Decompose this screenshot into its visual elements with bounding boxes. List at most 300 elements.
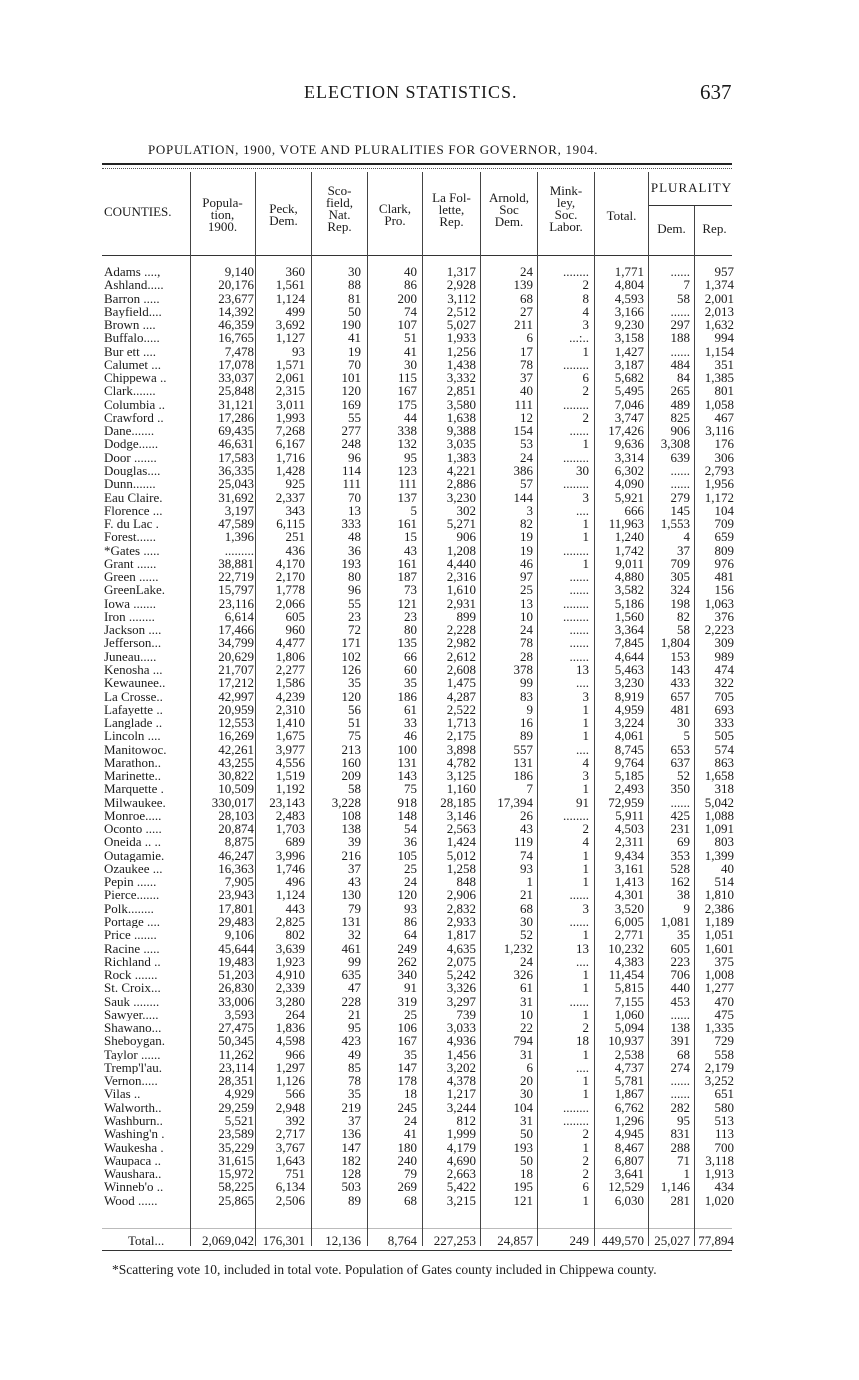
table-row — [0, 650, 859, 663]
county-name: Green ...... — [104, 570, 159, 584]
arnold-cell: 10 — [520, 608, 533, 624]
plurality-dem-cell: 639 — [670, 449, 690, 465]
minkley-cell: 1 — [582, 701, 589, 717]
total-cell: 3,747 — [614, 409, 644, 425]
lafollette-cell: 28,185 — [440, 794, 476, 810]
arnold-cell: 22 — [520, 1020, 533, 1036]
plurality-rep-cell: 333 — [714, 715, 734, 731]
total-cell: 4,959 — [614, 701, 644, 717]
scofield-cell: 39 — [348, 834, 361, 850]
arnold-cell: 186 — [513, 768, 533, 784]
scofield-cell: 50 — [348, 303, 361, 319]
clark-cell: 24 — [404, 874, 417, 890]
scofield-cell: 3,228 — [331, 794, 361, 810]
county-name: Washing'n . — [104, 1127, 165, 1141]
total-cell: 5,781 — [614, 1073, 644, 1089]
peck-cell: 966 — [285, 1046, 305, 1062]
table-row — [0, 504, 859, 517]
plurality-rep-cell: 513 — [714, 1113, 734, 1128]
minkley-cell: 3 — [582, 489, 589, 505]
plurality-dem-cell: 653 — [670, 741, 690, 757]
scofield-cell: 130 — [341, 887, 361, 903]
plurality-dem-cell: ...... — [670, 476, 690, 492]
total-cell: 8,467 — [614, 1139, 644, 1155]
plurality-dem-cell: 7 — [683, 277, 690, 293]
plurality-dem-cell: 138 — [670, 1020, 690, 1036]
minkley-cell: 3 — [582, 768, 589, 784]
plurality-rep-cell: 1,399 — [704, 847, 734, 863]
scofield-cell: 131 — [341, 914, 361, 930]
minkley-cell: 1 — [582, 436, 589, 452]
plurality-dem-cell: 528 — [670, 860, 690, 876]
peck-cell: 3,996 — [275, 847, 305, 863]
arnold-cell: 31 — [520, 1046, 533, 1062]
clark-cell: 36 — [404, 834, 417, 850]
lafollette-cell: 1,638 — [446, 409, 476, 425]
plurality-dem-cell: 58 — [677, 290, 690, 306]
county-name: Jackson .... — [104, 623, 162, 637]
arnold-cell: 1 — [526, 874, 533, 890]
county-name: F. du Lac . — [104, 517, 159, 531]
plurality-rep-cell: 709 — [714, 516, 734, 532]
county-name: La Crosse.. — [104, 689, 163, 703]
table-row — [0, 1087, 859, 1100]
clark-cell: 35 — [404, 1046, 417, 1062]
scofield-cell: 126 — [341, 661, 361, 677]
peck-cell: 7,268 — [275, 423, 305, 439]
minkley-cell: .... — [576, 502, 589, 518]
table-title: POPULATION, 1900, VOTE AND PLURALITIES FOR GOVERNOR, 1904. — [148, 142, 599, 157]
plurality-rep-cell: 1,277 — [704, 980, 734, 996]
minkley-cell: ...... — [569, 423, 589, 439]
plurality-dem-cell: 282 — [670, 1099, 690, 1115]
total-cell: 5,921 — [614, 489, 644, 505]
minkley-cell: 4 — [582, 303, 589, 319]
minkley-cell: .... — [576, 675, 589, 691]
peck-cell: 3,977 — [275, 741, 305, 757]
county-name: Grant ...... — [104, 556, 157, 571]
table-row — [0, 570, 859, 583]
plurality-dem-cell: 297 — [670, 317, 690, 333]
scofield-cell: 49 — [348, 1046, 361, 1062]
table-row — [0, 822, 859, 835]
arnold-cell: 17,394 — [497, 794, 533, 810]
table-row — [0, 544, 859, 557]
lafollette-cell: 2,563 — [446, 821, 476, 837]
scofield-cell: 58 — [348, 781, 361, 797]
county-name: *Gates ..... — [104, 543, 160, 557]
plurality-dem-cell: 1,146 — [660, 1179, 690, 1195]
scofield-cell: 423 — [341, 1033, 361, 1049]
scofield-cell: 41 — [348, 330, 361, 346]
population-cell: 17,286 — [218, 409, 254, 425]
plurality-dem-cell: 353 — [670, 847, 690, 863]
plurality-dem-cell: 425 — [670, 807, 690, 823]
peck-cell: 360 — [285, 264, 305, 279]
arnold-cell: 18 — [520, 1166, 533, 1182]
peck-cell: 689 — [285, 834, 305, 850]
header-line: Clark, — [378, 201, 412, 216]
minkley-cell: 6 — [582, 1179, 589, 1195]
plurality-dem-cell: 1,081 — [660, 914, 690, 930]
arnold-cell: 50 — [520, 1152, 533, 1168]
plurality-rep-cell: 651 — [714, 1086, 734, 1102]
clark-cell: 249 — [397, 940, 417, 956]
arnold-cell: 794 — [513, 1033, 533, 1049]
header-scofield — [312, 185, 367, 233]
total-cell: 1,413 — [614, 874, 644, 890]
arnold-cell: 7 — [526, 781, 533, 797]
plurality-rep-cell: 1,172 — [704, 489, 734, 505]
total-cell: 4,593 — [614, 290, 644, 306]
minkley-cell: 3 — [582, 900, 589, 916]
table-row — [0, 729, 859, 742]
scofield-cell: 461 — [341, 940, 361, 956]
clark-cell: 75 — [404, 781, 417, 797]
scofield-cell: 35 — [348, 675, 361, 691]
peck-cell: 751 — [285, 1166, 305, 1182]
arnold-cell: 119 — [513, 834, 533, 850]
total-cell: 3,158 — [614, 330, 644, 346]
total-cell: 3,582 — [614, 582, 644, 598]
table-row — [0, 451, 859, 464]
header-line: tion, — [210, 207, 235, 222]
plurality-rep-cell: 1,601 — [704, 940, 734, 956]
header-line: Pro. — [384, 213, 406, 228]
total-cell: 4,804 — [614, 277, 644, 293]
arnold-cell: 557 — [513, 741, 533, 757]
clark-cell: 148 — [397, 807, 417, 823]
plurality-dem-cell: 825 — [670, 409, 690, 425]
arnold-cell: 61 — [520, 980, 533, 996]
plurality-dem-cell: 37 — [677, 542, 690, 558]
county-name: Door ....... — [104, 450, 157, 464]
lafollette-cell: 1,456 — [446, 1046, 476, 1062]
county-name: Adams ...., — [104, 265, 161, 279]
plurality-rep-cell: 1,335 — [704, 1020, 734, 1036]
arnold-cell: 74 — [520, 847, 533, 863]
arnold-cell: 12 — [520, 409, 533, 425]
county-name: Pierce....... — [104, 888, 160, 902]
plurality-rep-cell: 2,223 — [704, 622, 734, 638]
county-name: Columbia .. — [104, 397, 166, 411]
clark-cell: 167 — [397, 1033, 417, 1049]
total-cell: 666 — [624, 502, 644, 518]
peck-cell: 1,519 — [275, 768, 305, 784]
scofield-cell: 48 — [348, 529, 361, 545]
scofield-cell: 70 — [348, 489, 361, 505]
arnold-cell: 31 — [520, 993, 533, 1009]
clark-cell: 338 — [397, 423, 417, 439]
minkley-cell: 2 — [582, 383, 589, 399]
county-name: Crawford .. — [104, 410, 164, 425]
minkley-cell: .... — [576, 953, 589, 969]
lafollette-cell: 2,228 — [446, 622, 476, 638]
clark-cell: 147 — [397, 1059, 417, 1075]
arnold-cell: 97 — [520, 569, 533, 585]
lafollette-cell: 302 — [456, 502, 476, 518]
table-row — [0, 1074, 859, 1087]
plurality-rep-cell: 1,189 — [704, 914, 734, 930]
peck-cell: 496 — [285, 874, 305, 890]
plurality-rep-cell: 574 — [714, 741, 734, 757]
header-plurality: PLURALITY — [650, 180, 733, 195]
plurality-dem-cell: 69 — [677, 834, 690, 850]
lafollette-cell: 2,316 — [446, 569, 476, 585]
peck-cell: 2,315 — [275, 383, 305, 399]
clark-cell: 64 — [404, 927, 417, 943]
scofield-cell: 96 — [348, 449, 361, 465]
minkley-cell: 1 — [582, 728, 589, 744]
county-name: Calumet ... — [104, 357, 162, 372]
scofield-cell: 88 — [348, 277, 361, 293]
minkley-cell: 2 — [582, 1166, 589, 1182]
clark-cell: 918 — [397, 794, 417, 810]
population-cell: 15,972 — [218, 1166, 254, 1182]
peck-cell: 2,825 — [275, 914, 305, 930]
minkley-cell: 2 — [582, 1152, 589, 1168]
total-cell: 9,011 — [615, 555, 644, 571]
peck-cell: 6,167 — [275, 436, 305, 452]
scofield-cell: 136 — [341, 1126, 361, 1142]
plurality-rep-cell: 1,154 — [704, 343, 734, 359]
plurality-rep-cell: 863 — [714, 754, 734, 770]
plurality-rep-cell: 3,116 — [705, 423, 734, 439]
plurality-rep-cell: 470 — [714, 993, 734, 1009]
lafollette-cell: 1,438 — [446, 356, 476, 372]
minkley-cell: ........ — [563, 608, 589, 624]
plurality-dem-cell: 709 — [670, 555, 690, 571]
header-plurality-dem: Dem. — [657, 221, 686, 236]
total-cell: 10,937 — [608, 1033, 644, 1049]
county-name: Lafayette .. — [104, 702, 163, 717]
county-name: Ashland..... — [104, 278, 164, 292]
lafollette-cell: 4,378 — [446, 1073, 476, 1089]
county-name: Marquette . — [104, 782, 164, 796]
table-row — [0, 318, 859, 331]
population-cell: 17,801 — [218, 900, 254, 916]
population-cell: 16,765 — [218, 330, 254, 346]
arnold-cell: 326 — [513, 967, 533, 983]
minkley-cell: 1 — [582, 1192, 589, 1208]
minkley-cell: 1 — [582, 980, 589, 996]
header-total: Total. — [606, 208, 637, 223]
scofield-cell: 120 — [341, 688, 361, 704]
plurality-rep-cell: 481 — [714, 569, 734, 585]
scofield-cell: 55 — [348, 409, 361, 425]
population-cell: 36,335 — [218, 462, 254, 478]
minkley-cell: 1 — [582, 1139, 589, 1155]
population-cell: 20,629 — [218, 648, 254, 664]
total-cell: 9,764 — [614, 754, 644, 770]
scofield-cell: 114 — [341, 462, 361, 478]
population-cell: 4,929 — [224, 1086, 254, 1102]
peck-cell: 1,778 — [275, 582, 305, 598]
total-cell: 9,636 — [614, 436, 644, 452]
peck-cell: 1,428 — [275, 462, 305, 478]
plurality-dem-cell: 95 — [677, 1113, 690, 1128]
peck-cell: 1,716 — [275, 449, 305, 465]
county-name: Sawyer..... — [104, 1007, 159, 1022]
scofield-cell: 89 — [348, 1192, 361, 1208]
minkley-cell: 1 — [582, 1046, 589, 1062]
total-cell: 2,311 — [615, 834, 644, 850]
peck-cell: 1,127 — [275, 330, 305, 346]
scofield-cell: 85 — [348, 1059, 361, 1075]
header-minkley — [538, 185, 594, 233]
plurality-rep-cell: 1,810 — [704, 887, 734, 903]
peck-cell: 1,703 — [275, 821, 305, 837]
county-name: Racine ..... — [104, 941, 160, 955]
minkley-cell: 1 — [582, 967, 589, 983]
arnold-cell: 20 — [520, 1073, 533, 1089]
plurality-dem-cell: 350 — [670, 781, 690, 797]
county-name: Marinette.. — [104, 769, 162, 783]
header-line: Nat. — [328, 207, 351, 222]
lafollette-cell: 4,635 — [446, 940, 476, 956]
minkley-cell: 30 — [576, 462, 589, 478]
table-row — [0, 835, 859, 848]
lafollette-cell: 4,179 — [446, 1139, 476, 1155]
scofield-cell: 30 — [348, 264, 361, 279]
minkley-cell: 2 — [582, 1126, 589, 1142]
lafollette-cell: 2,906 — [446, 887, 476, 903]
table-row — [0, 782, 859, 795]
minkley-cell: 3 — [582, 317, 589, 333]
clark-cell: 107 — [397, 317, 417, 333]
county-name: Barron ..... — [104, 291, 160, 305]
population-cell: 33,006 — [218, 993, 254, 1009]
peck-cell: 802 — [285, 927, 305, 943]
arnold-cell: 3 — [526, 502, 533, 518]
plurality-dem-cell: 153 — [670, 648, 690, 664]
scofield-cell: 23 — [348, 608, 361, 624]
arnold-cell: 50 — [520, 1126, 533, 1142]
peck-cell: 1,410 — [275, 715, 305, 731]
total-cell: 10,232 — [608, 940, 644, 956]
lafollette-cell: 3,297 — [446, 993, 476, 1009]
table-row — [0, 1114, 859, 1127]
county-name: Shawano... — [104, 1021, 162, 1035]
lafollette-cell: 1,475 — [446, 675, 476, 691]
scofield-cell: 128 — [341, 1166, 361, 1182]
population-cell: 23,114 — [218, 1059, 254, 1075]
plurality-rep-cell: 1,091 — [704, 821, 734, 837]
plurality-dem-cell: ...... — [670, 1073, 690, 1089]
county-name: Pepin ...... — [104, 875, 157, 889]
plurality-rep-cell: 705 — [714, 688, 734, 704]
peck-cell: 1,124 — [275, 290, 305, 306]
peck-cell: 2,483 — [275, 807, 305, 823]
lafollette-cell: 2,075 — [446, 953, 476, 969]
peck-cell: 1,836 — [275, 1020, 305, 1036]
clark-cell: 340 — [397, 967, 417, 983]
total-cell: 1,771 — [614, 264, 644, 279]
plurality-dem-cell: 481 — [670, 701, 690, 717]
peck-cell: 566 — [285, 1086, 305, 1102]
clark-cell: 167 — [397, 383, 417, 399]
lafollette-cell: 2,851 — [446, 383, 476, 399]
population-cell: 42,261 — [218, 741, 254, 757]
clark-cell: 115 — [397, 370, 417, 386]
plurality-dem-cell: 831 — [670, 1126, 690, 1142]
county-name: Taylor ...... — [104, 1047, 161, 1061]
bottom-rule — [102, 1250, 732, 1251]
total-cell: 5,463 — [614, 661, 644, 677]
clark-cell: 60 — [404, 661, 417, 677]
clark-cell: 269 — [397, 1179, 417, 1195]
scofield-cell: 21 — [348, 1006, 361, 1022]
clark-cell: 5 — [410, 502, 417, 518]
plurality-dem-cell: ...... — [670, 264, 690, 279]
scofield-cell: 147 — [341, 1139, 361, 1155]
arnold-cell: 82 — [520, 516, 533, 532]
plurality-dem-cell: 162 — [670, 874, 690, 890]
county-name: Walworth.. — [104, 1100, 162, 1115]
total-cell: 5,682 — [614, 370, 644, 386]
plurality-dem-cell: ...... — [670, 1006, 690, 1022]
arnold-cell: 144 — [513, 489, 533, 505]
header-line: Mink- — [549, 183, 583, 198]
clark-cell: 132 — [397, 436, 417, 452]
table-row — [0, 942, 859, 955]
plurality-dem-cell: 1,553 — [660, 516, 690, 532]
plurality-dem-cell: ...... — [670, 794, 690, 810]
table-row — [0, 610, 859, 623]
county-name: Dodge...... — [104, 437, 159, 451]
clark-cell: 30 — [404, 356, 417, 372]
peck-cell: 1,923 — [275, 953, 305, 969]
scofield-cell: 36 — [348, 542, 361, 558]
clark-cell: 187 — [397, 569, 417, 585]
plurality-rep-cell: 801 — [714, 383, 734, 399]
plurality-rep-cell: 803 — [714, 834, 734, 850]
lafollette-cell: 2,608 — [446, 661, 476, 677]
total-cell: 5,185 — [614, 768, 644, 784]
plurality-dem-cell: 281 — [670, 1192, 690, 1208]
county-name: Florence ... — [104, 503, 163, 518]
arnold-cell: 24 — [520, 264, 533, 279]
arnold-cell: 378 — [513, 661, 533, 677]
peck-cell: 1,993 — [275, 409, 305, 425]
table-row — [0, 716, 859, 729]
total-cell: 5,911 — [615, 807, 644, 823]
plurality-rep-cell: 176 — [714, 436, 734, 452]
minkley-cell: ........ — [563, 1099, 589, 1115]
county-name: GreenLake. — [104, 583, 165, 597]
plurality-rep-cell: 375 — [714, 953, 734, 969]
arnold-cell: 17 — [520, 343, 533, 359]
footnote: *Scattering vote 10, included in total vote. Population of Gates county included in Chippewa county. — [112, 1262, 657, 1277]
population-cell: 51,203 — [218, 967, 254, 983]
arnold-cell: 195 — [513, 1179, 533, 1195]
plurality-dem-cell: 1,804 — [660, 635, 690, 651]
lafollette-cell: 1,817 — [446, 927, 476, 943]
lafollette-cell: 1,208 — [446, 542, 476, 558]
plurality-rep-cell: 659 — [714, 529, 734, 545]
clark-cell: 68 — [404, 1192, 417, 1208]
arnold-cell: 154 — [513, 423, 533, 439]
county-name: Iron ........ — [104, 609, 155, 624]
peck-cell: 93 — [292, 343, 305, 359]
table-row — [0, 809, 859, 822]
plurality-rep-cell: 1,063 — [704, 595, 734, 611]
minkley-cell: 4 — [582, 834, 589, 850]
arnold-cell: 83 — [520, 688, 533, 704]
scofield-cell: 190 — [341, 317, 361, 333]
county-name: Portage .... — [104, 915, 160, 929]
scofield-cell: 182 — [341, 1152, 361, 1168]
